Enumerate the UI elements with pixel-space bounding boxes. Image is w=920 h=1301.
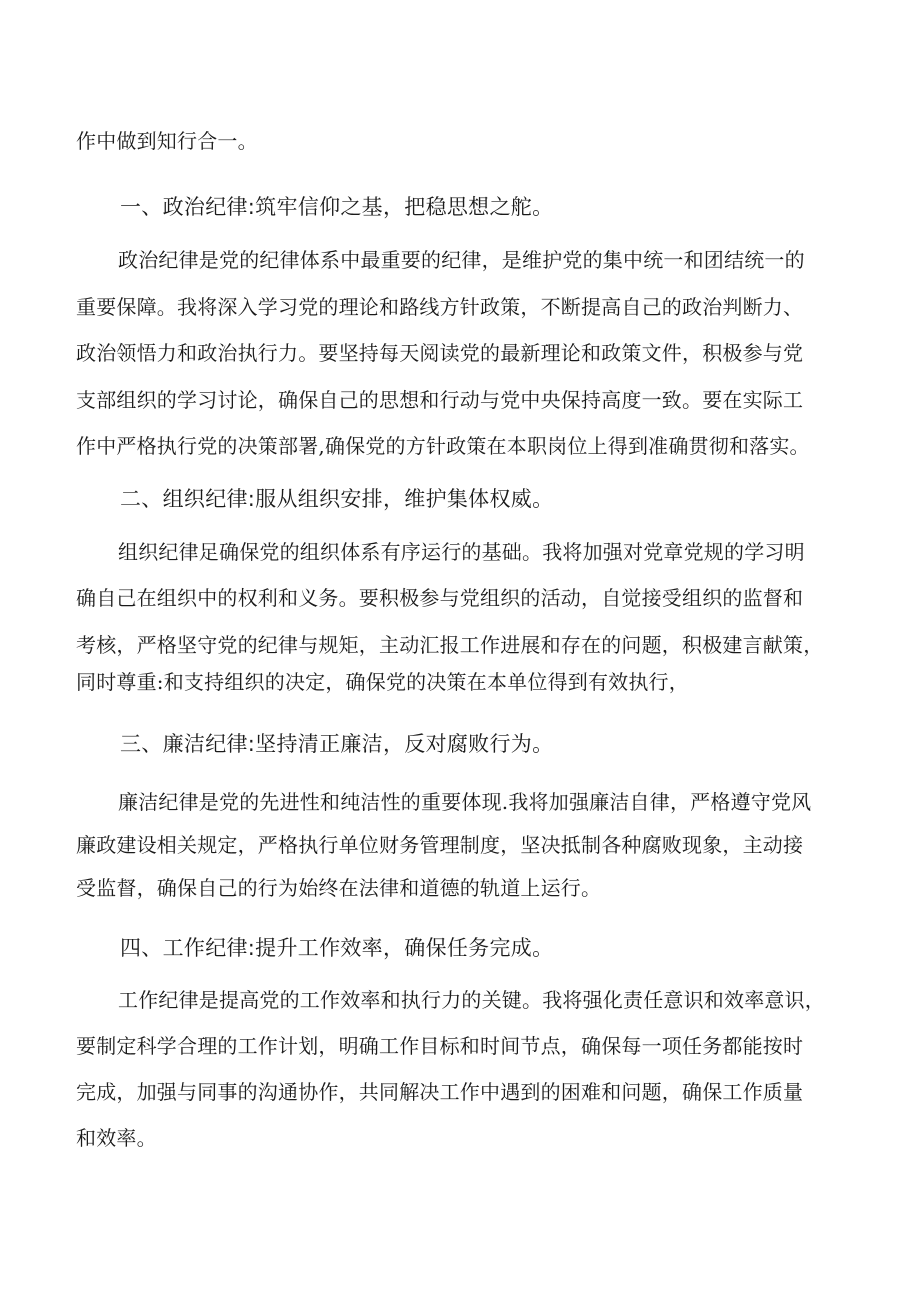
paragraph-line: 政治纪律是党的纪律体系中最重要的纪律，是维护党的集中统一和团结统一的: [118, 248, 805, 272]
paragraph-line: 和效率。: [76, 1126, 157, 1150]
paragraph-line: 政治领悟力和政治执行力。要坚持每天阅读党的最新理论和政策文件，积极参与党: [76, 341, 804, 365]
paragraph-line: 支部组织的学习讨论，确保自己的思想和行动与党中央保持高度一致。要在实际工: [76, 388, 804, 412]
paragraph-line: 受监督，确保自己的行为始终在法律和道德的轨道上运行。: [76, 876, 602, 900]
section-heading-integrity: 三、廉洁纪律:坚持清正廉洁，反对腐败行为。: [120, 732, 554, 756]
paragraph-line: 廉洁纪律是党的先进性和纯洁性的重要体现.我将加强廉洁自律，严格遵守党风: [118, 790, 812, 814]
paragraph-line: 工作纪律是提高党的工作效率和执行力的关键。我将强化责任意识和效率意识，: [118, 988, 825, 1012]
paragraph-line: 考核，严格坚守党的纪律与规矩，主动汇报工作进展和存在的问题，积极建言献策，: [76, 633, 824, 657]
paragraph-line: 廉政建设相关规定，严格执行单位财务管理制度，坚决抵制各种腐败现象，主动接: [76, 833, 804, 857]
paragraph-line: 完成，加强与同事的沟通协作，共同解决工作中遇到的困难和问题，确保工作质量: [76, 1080, 804, 1104]
paragraph-line: 要制定科学合理的工作计划，明确工作目标和时间节点，确保每一项任务都能按时: [76, 1034, 804, 1058]
paragraph-line: 确自己在组织中的权利和义务。要积极参与党组织的活动，自觉接受组织的监督和: [76, 586, 804, 610]
intro-line: 作中做到知行合一。: [76, 129, 258, 153]
paragraph-line: 重要保障。我将深入学习党的理论和路线方针政策，不断提高自己的政治判断力、: [76, 295, 804, 319]
section-heading-work: 四、工作纪律:提升工作效率，确保任务完成。: [120, 936, 554, 960]
section-heading-political: 一、政治纪律:筑牢信仰之基，把稳思想之舵。: [120, 195, 554, 219]
paragraph-line: 同时尊重:和支持组织的决定，确保党的决策在本单位得到有效执行，: [76, 670, 689, 694]
paragraph-line: 作中严格执行党的决策部署,确保党的方针政策在本职岗位上得到准确贯彻和落实。: [76, 434, 810, 458]
paragraph-line: 组织纪律足确保党的组织体系有序运行的基础。我将加强对党章党规的学习明: [118, 540, 805, 564]
section-heading-organizational: 二、组织纪律:服从组织安排，维护集体权威。: [120, 487, 554, 511]
